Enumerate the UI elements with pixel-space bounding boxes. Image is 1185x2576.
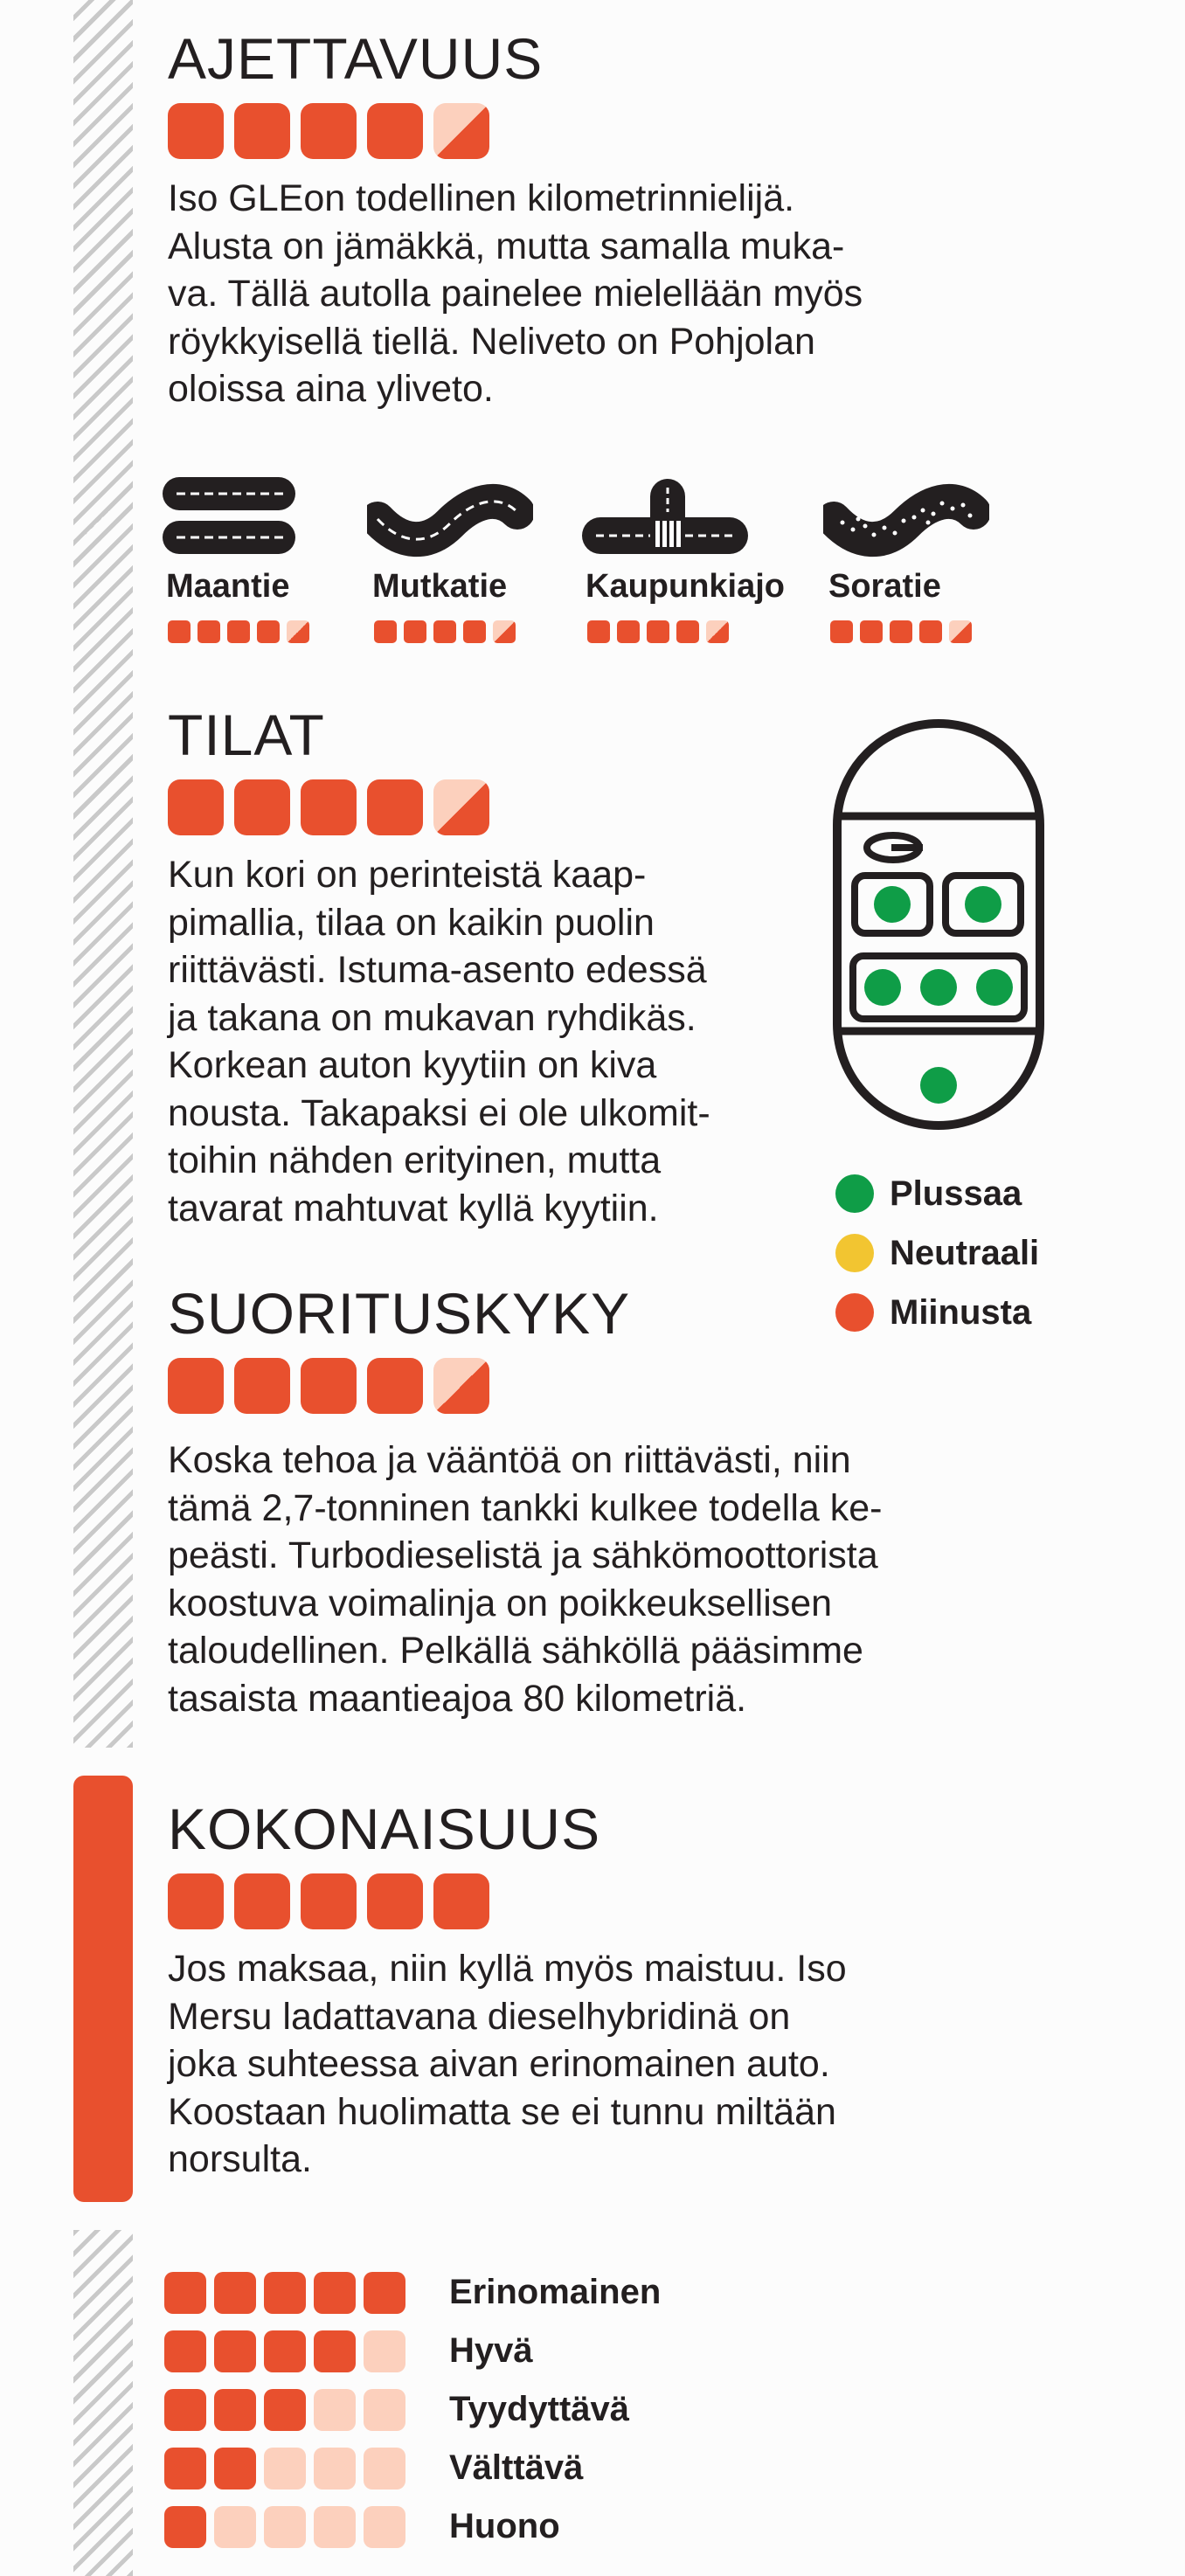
section-suorituskyky	[168, 1281, 883, 1722]
rating-square	[919, 620, 942, 643]
scale-square	[314, 2389, 356, 2431]
scale-row	[164, 2380, 661, 2439]
side-stripe-top	[73, 0, 133, 1748]
scale-square	[214, 2448, 256, 2489]
scale-square	[364, 2330, 405, 2372]
road-label: Mutkatie	[372, 568, 508, 605]
road-maantie	[161, 475, 301, 605]
road-soratie	[823, 475, 989, 605]
rating-scale-key	[164, 2263, 661, 2556]
road-rating	[374, 620, 516, 643]
scale-square	[364, 2389, 405, 2431]
rating-square	[617, 620, 640, 643]
rating-square	[234, 1873, 290, 1929]
section-text: Jos maksaa, niin kyllä myös maistuu. Iso Mersu ladattavana dieselhybridinä on joka suhteessa aivan erinomainen auto. Koostaan huolimatta se ei tunnu miltään norsulta.	[168, 1948, 847, 2180]
rating-square	[433, 1358, 489, 1414]
section-text: Iso GLEon todellinen kilometrinnielijä. Alusta on jämäkkä, mutta samalla muka- va. Tällä autolla painelee mielellään myös röykkyisellä tiellä. Neliveto on Pohjolan oloissa aina yliveto.	[168, 177, 863, 410]
section-title: TILAT	[168, 703, 325, 767]
city-road-icon	[580, 475, 755, 559]
rating-squares	[168, 779, 710, 835]
scale-square	[164, 2272, 206, 2314]
rating-square	[374, 620, 397, 643]
scale-square	[314, 2506, 356, 2548]
legend-label: Miinusta	[890, 1292, 1032, 1332]
scale-square	[164, 2330, 206, 2372]
scale-square	[314, 2272, 356, 2314]
rating-square	[168, 103, 224, 159]
rating-squares	[168, 1358, 882, 1414]
legend-label: Neutraali	[890, 1233, 1040, 1272]
seat-front-dots	[874, 886, 1001, 923]
scale-square	[314, 2448, 356, 2489]
road-label: Maantie	[166, 568, 290, 605]
rating-square	[287, 620, 309, 643]
rating-square	[301, 103, 357, 159]
rating-square	[433, 779, 489, 835]
rating-square	[168, 779, 224, 835]
rating-square	[367, 1358, 423, 1414]
section-text: Kun kori on perinteistä kaap- pimallia, tilaa on kaikin puolin riittävästi. Istuma-asento edessä ja takana on mukavan ryhdikäs. Korkean auton kyytiin on kiva nousta. Takapaksi ei ole ulkomit- toihin nähden erityinen, mutta tavarat mahtuvat kyllä kyytiin.	[168, 854, 710, 1229]
scale-square	[214, 2506, 256, 2548]
gravel-road-icon	[823, 475, 989, 559]
legend-item	[835, 1223, 1039, 1283]
section-kokonaisuus	[168, 1797, 847, 2184]
scale-square	[264, 2330, 306, 2372]
rating-square	[301, 1873, 357, 1929]
scale-label: Huono	[449, 2507, 560, 2545]
scale-square	[264, 2506, 306, 2548]
overall-highlight-bar	[73, 1776, 133, 2202]
scale-square	[164, 2506, 206, 2548]
road-rating	[830, 620, 972, 643]
scale-square	[214, 2389, 256, 2431]
road-rating	[587, 620, 729, 643]
rating-square	[168, 1873, 224, 1929]
rating-square	[367, 779, 423, 835]
winding-road-icon	[367, 475, 533, 559]
scale-label: Erinomainen	[449, 2273, 662, 2311]
rating-square	[949, 620, 972, 643]
road-types	[161, 475, 1035, 650]
section-title: SUORITUSKYKY	[168, 1281, 631, 1346]
scale-boxes	[164, 2272, 437, 2314]
scale-square	[314, 2330, 356, 2372]
section-title: AJETTAVUUS	[168, 26, 544, 91]
section-text: Koska tehoa ja vääntöä on riittävästi, niin tämä 2,7-tonninen tankki kulkee todella ke- peästi. Turbodieselistä ja sähkömoottorista koostuva voimalinja on poikkeuksellisen taloudellinen. Pelkällä sähköllä pääsimme tasaista maantieajoa 80 kilometriä.	[168, 1439, 883, 1720]
rating-square	[493, 620, 516, 643]
road-label: Soratie	[828, 568, 941, 605]
rating-square	[463, 620, 486, 643]
car-seating-diagram	[832, 718, 1045, 1135]
rating-square	[433, 103, 489, 159]
legend-label: Plussaa	[890, 1174, 1022, 1213]
rating-square	[301, 779, 357, 835]
scale-square	[364, 2506, 405, 2548]
road-mutkatie	[367, 475, 533, 605]
rating-square	[198, 620, 220, 643]
section-tilat	[168, 703, 710, 1232]
rating-square	[301, 1358, 357, 1414]
scale-square	[214, 2330, 256, 2372]
rating-square	[433, 620, 456, 643]
scale-square	[164, 2448, 206, 2489]
scale-label: Välttävä	[449, 2448, 584, 2487]
rating-square	[890, 620, 912, 643]
rating-squares	[168, 1873, 847, 1929]
scale-square	[364, 2448, 405, 2489]
scale-row	[164, 2322, 661, 2380]
rating-square	[367, 103, 423, 159]
rating-square	[676, 620, 699, 643]
rating-square	[367, 1873, 423, 1929]
road-rating	[168, 620, 309, 643]
rating-square	[433, 1873, 489, 1929]
rating-square	[234, 779, 290, 835]
legend-dot	[835, 1234, 874, 1272]
road-label: Kaupunkiajo	[586, 568, 786, 605]
scale-label: Hyvä	[449, 2331, 533, 2370]
scale-square	[264, 2389, 306, 2431]
highway-icon	[161, 475, 301, 559]
rating-square	[257, 620, 280, 643]
scale-boxes	[164, 2448, 437, 2489]
trunk-dot	[920, 1067, 957, 1104]
scale-label: Tyydyttävä	[449, 2390, 630, 2428]
scale-square	[364, 2272, 405, 2314]
rating-squares	[168, 103, 863, 159]
road-kaupunkiajo	[580, 475, 786, 605]
section-ajettavuus	[168, 26, 863, 413]
scale-square	[264, 2448, 306, 2489]
scale-square	[214, 2272, 256, 2314]
seat-rear-dots	[864, 969, 1013, 1006]
section-title: KOKONAISUUS	[168, 1797, 601, 1861]
rating-square	[234, 103, 290, 159]
rating-square	[168, 1358, 224, 1414]
scale-row	[164, 2263, 661, 2322]
scale-boxes	[164, 2389, 437, 2431]
rating-square	[706, 620, 729, 643]
rating-square	[227, 620, 250, 643]
legend-item	[835, 1164, 1039, 1223]
scale-row	[164, 2439, 661, 2497]
rating-square	[168, 620, 191, 643]
rating-square	[647, 620, 669, 643]
side-stripe-bottom	[73, 2230, 133, 2576]
scale-boxes	[164, 2506, 437, 2548]
scale-square	[264, 2272, 306, 2314]
rating-square	[860, 620, 883, 643]
rating-square	[587, 620, 610, 643]
scale-square	[164, 2389, 206, 2431]
rating-square	[404, 620, 426, 643]
rating-square	[830, 620, 853, 643]
rating-square	[234, 1358, 290, 1414]
scale-boxes	[164, 2330, 437, 2372]
legend-dot	[835, 1174, 874, 1213]
scale-row	[164, 2497, 661, 2556]
